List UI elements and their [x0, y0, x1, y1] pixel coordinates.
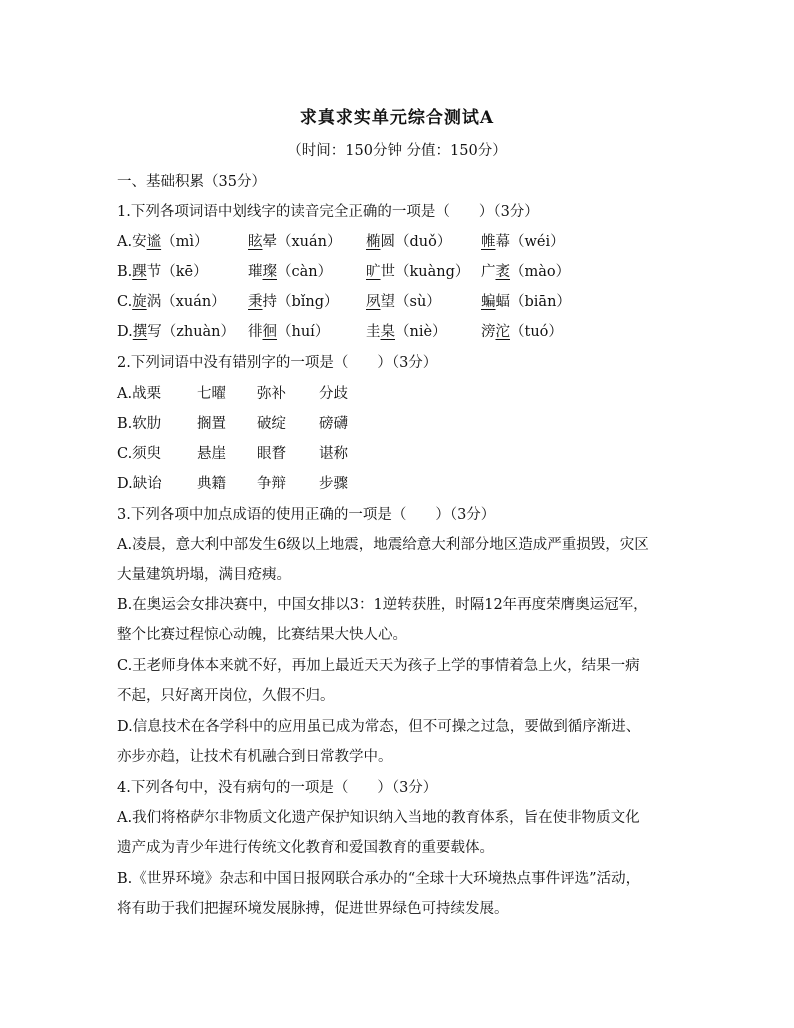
- q2-option-word: 步骤: [319, 476, 348, 492]
- underlined-char: 徊: [262, 324, 277, 340]
- q1-option-word: [248, 322, 329, 342]
- q2-option-word: 典籍: [197, 476, 226, 492]
- q2-option-word: A.战栗: [117, 386, 162, 402]
- word-prefix: 璀: [248, 264, 263, 280]
- underlined-char: 旷: [366, 264, 381, 280]
- word-suffix: （niè）: [395, 324, 447, 340]
- word-suffix: 持（bǐng）: [262, 294, 339, 310]
- q4-stem: 4.下列各句中，没有病句的一项是（ ）（3分）: [117, 780, 438, 796]
- word-suffix: （càn）: [277, 264, 333, 280]
- word-prefix: B.: [117, 264, 133, 280]
- q2-option-word: 分歧: [319, 386, 348, 402]
- word-suffix: （mì）: [161, 234, 209, 250]
- word-suffix: 涡（xuán）: [146, 294, 226, 310]
- word-suffix: 幕（wéi）: [495, 234, 565, 250]
- q4-line: 遗产成为青少年进行传统文化教育和爱国教育的重要载体。: [117, 840, 494, 856]
- q1-option-word: [481, 262, 570, 282]
- q3-line: 不起，只好离开岗位，久假不归。: [117, 688, 335, 704]
- word-suffix: 晕（xuán）: [262, 234, 342, 250]
- q3-line: B.在奥运会女排决赛中，中国女排以3：1逆转获胜，时隔12年再度荣膺奥运冠军，: [117, 597, 648, 613]
- q2-option-word: 弥补: [257, 386, 286, 402]
- word-suffix: 望（sù）: [380, 294, 441, 310]
- q1-option-word: [117, 262, 208, 282]
- underlined-char: 撰: [132, 324, 148, 340]
- underlined-char: 璨: [262, 264, 277, 280]
- word-prefix: C.: [117, 294, 133, 310]
- document-subtitle: （时间：150分钟 分值：150分）: [287, 143, 507, 159]
- q1-option-word: [248, 232, 342, 252]
- q1-option-word: [117, 292, 226, 312]
- q3-line: D.信息技术在各学科中的应用虽已成为常态，但不可操之过急，要做到循序渐进、: [117, 719, 641, 735]
- q2-option-word: 磅礴: [319, 416, 348, 432]
- q2-option-word: 争辩: [257, 476, 286, 492]
- word-suffix: 世（kuàng）: [380, 264, 470, 280]
- q1-option-word: [366, 262, 469, 282]
- word-suffix: 蝠（biān）: [495, 294, 571, 310]
- underlined-char: 谧: [146, 234, 162, 250]
- q1-option-word: [117, 232, 208, 252]
- q1-option-word: [481, 232, 565, 252]
- underlined-char: 踝: [132, 264, 147, 280]
- q2-option-word: D.缺诒: [117, 476, 162, 492]
- q1-option-word: [366, 292, 441, 312]
- underlined-char: 沱: [495, 324, 510, 340]
- q3-line: A.凌晨，意大利中部发生6级以上地震，地震给意大利部分地区造成严重损毁，灾区: [117, 537, 649, 553]
- q2-option-word: B.软肋: [117, 416, 162, 432]
- word-suffix: （tuó）: [510, 324, 563, 340]
- word-suffix: 圆（duǒ）: [380, 234, 452, 250]
- q4-line: 将有助于我们把握环境发展脉搏，促进世界绿色可持续发展。: [117, 901, 509, 917]
- q1-option-word: [366, 232, 451, 252]
- q3-line: 整个比赛过程惊心动魄，比赛结果大快人心。: [117, 627, 407, 643]
- q3-line: C.王老师身体本来就不好，再加上最近天天为孩子上学的事情着急上火，结果一病: [117, 658, 640, 674]
- q4-line: A.我们将格萨尔非物质文化遗产保护知识纳入当地的教育体系，旨在使非物质文化: [117, 810, 640, 826]
- q2-option-word: 七曜: [197, 386, 226, 402]
- word-prefix: A.安: [117, 234, 147, 250]
- word-prefix: 广: [481, 264, 496, 280]
- q1-option-word: [481, 292, 571, 312]
- q2-option-word: C.须臾: [117, 446, 162, 462]
- underlined-char: 蝙: [481, 294, 496, 310]
- q3-line: 大量建筑坍塌，满目疮痍。: [117, 567, 291, 583]
- underlined-char: 秉: [248, 294, 263, 310]
- word-suffix: 节（kē）: [146, 264, 208, 280]
- word-suffix: （huí）: [277, 324, 330, 340]
- underlined-char: 夙: [366, 294, 381, 310]
- underlined-char: 旋: [132, 294, 147, 310]
- q2-option-word: 眼瞀: [257, 446, 286, 462]
- q1-option-word: [117, 322, 235, 342]
- underlined-char: 臬: [380, 324, 395, 340]
- q1-stem: 1.下列各项词语中划线字的读音完全正确的一项是（ ）（3分）: [117, 204, 539, 220]
- underlined-char: 帷: [481, 234, 496, 250]
- q2-stem: 2.下列词语中没有错别字的一项是（ ）（3分）: [117, 355, 438, 371]
- document-title: 求真求实单元综合测试A: [299, 108, 495, 128]
- q3-stem: 3.下列各项中加点成语的使用正确的一项是（ ）（3分）: [117, 507, 496, 523]
- word-suffix: （mào）: [510, 264, 571, 280]
- word-prefix: 徘: [248, 324, 263, 340]
- q2-option-word: 谌称: [319, 446, 348, 462]
- q2-option-word: 悬崖: [197, 446, 226, 462]
- q2-option-word: 搁置: [197, 416, 226, 432]
- word-prefix: 滂: [481, 324, 496, 340]
- q3-line: 亦步亦趋，让技术有机融合到日常教学中。: [117, 749, 393, 765]
- word-suffix: 写（zhuàn）: [147, 324, 236, 340]
- q2-option-word: 破绽: [257, 416, 286, 432]
- q1-option-word: [248, 262, 332, 282]
- q1-option-word: [248, 292, 339, 312]
- underlined-char: 袤: [495, 264, 510, 280]
- q4-line: B.《世界环境》杂志和中国日报网联合承办的“全球十大环境热点事件评选”活动，: [117, 871, 641, 887]
- word-prefix: D.: [117, 324, 133, 340]
- underlined-char: 椭: [366, 234, 381, 250]
- q1-option-word: [481, 322, 563, 342]
- word-prefix: 圭: [366, 324, 381, 340]
- section-heading: 一、基础积累（35分）: [117, 174, 266, 190]
- underlined-char: 眩: [248, 234, 263, 250]
- q1-option-word: [366, 322, 447, 342]
